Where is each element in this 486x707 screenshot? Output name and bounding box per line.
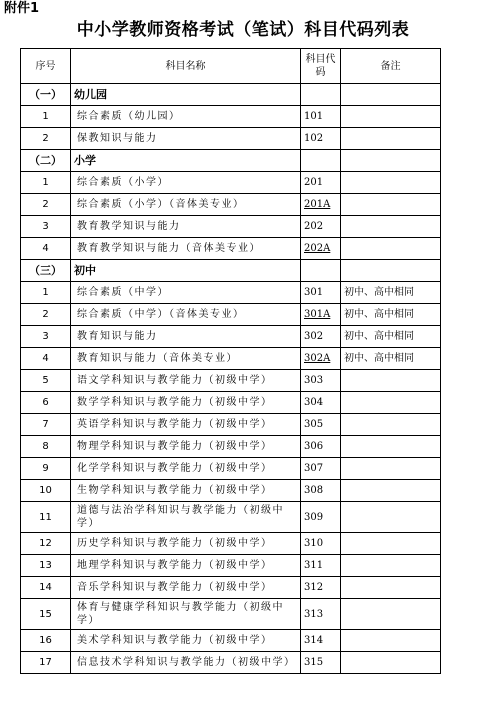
subject-note [341,436,441,458]
subject-code: 101 [301,106,341,128]
header-name: 科目名称 [71,49,301,84]
subject-name: 音乐学科知识与教学能力（初级中学） [71,577,301,599]
table-row [21,577,441,599]
row-number: 2 [21,304,71,326]
subject-code: 305 [301,414,341,436]
section-code-cell [301,150,341,172]
table-row [21,304,441,326]
row-number: 1 [21,106,71,128]
row-number: 16 [21,630,71,652]
subject-note [341,238,441,260]
subject-code: 311 [301,555,341,577]
subject-name: 生物学科知识与教学能力（初级中学） [71,480,301,502]
subject-code: 307 [301,458,341,480]
table-row [21,652,441,674]
subject-name: 保教知识与能力 [71,128,301,150]
subject-code: 304 [301,392,341,414]
table-body [21,84,441,674]
subject-code-table [20,48,441,674]
table-row [21,172,441,194]
table-row [21,326,441,348]
table-row [21,348,441,370]
subject-note [341,128,441,150]
row-number: 2 [21,194,71,216]
row-number: 17 [21,652,71,674]
subject-code: 201A [301,194,341,216]
subject-note [341,414,441,436]
section-code-cell [301,260,341,282]
section-row [21,260,441,282]
table-row [21,106,441,128]
subject-note [341,533,441,555]
row-number: 4 [21,348,71,370]
subject-code: 303 [301,370,341,392]
table-row [21,370,441,392]
row-number: 2 [21,128,71,150]
table-row [21,458,441,480]
table-row [21,414,441,436]
subject-note [341,502,441,533]
table-row [21,194,441,216]
row-number: 13 [21,555,71,577]
subject-code: 302A [301,348,341,370]
subject-code: 202A [301,238,341,260]
row-number: 4 [21,238,71,260]
subject-note [341,480,441,502]
subject-name: 综合素质（幼儿园） [71,106,301,128]
section-title: 小学 [71,150,301,172]
section-row [21,84,441,106]
subject-note: 初中、高中相同 [341,304,441,326]
subject-name: 历史学科知识与教学能力（初级中学） [71,533,301,555]
subject-name: 数学学科知识与教学能力（初级中学） [71,392,301,414]
table-header-row [21,49,441,84]
row-number: 7 [21,414,71,436]
row-number: 9 [21,458,71,480]
row-number: 1 [21,172,71,194]
row-number: 8 [21,436,71,458]
subject-name: 信息技术学科知识与教学能力（初级中学） [71,652,301,674]
subject-name: 道德与法治学科知识与教学能力（初级中学） [71,502,301,533]
subject-name: 化学学科知识与教学能力（初级中学） [71,458,301,480]
subject-name: 英语学科知识与教学能力（初级中学） [71,414,301,436]
attachment-label: 附件1 [4,1,40,16]
section-label: （一） [21,84,71,106]
subject-name: 综合素质（小学）（音体美专业） [71,194,301,216]
subject-name: 教育知识与能力 [71,326,301,348]
row-number: 3 [21,216,71,238]
subject-note [341,555,441,577]
section-note-cell [341,260,441,282]
subject-code: 201 [301,172,341,194]
subject-code: 301 [301,282,341,304]
section-row [21,150,441,172]
table-row [21,502,441,533]
header-code: 科目代码 [301,49,341,84]
subject-name: 教育知识与能力（音体美专业） [71,348,301,370]
row-number: 15 [21,599,71,630]
section-label: （二） [21,150,71,172]
subject-code: 309 [301,502,341,533]
table-row [21,630,441,652]
subject-code: 314 [301,630,341,652]
table-row [21,128,441,150]
table-row [21,238,441,260]
table-row [21,533,441,555]
table-row [21,599,441,630]
subject-name: 地理学科知识与教学能力（初级中学） [71,555,301,577]
subject-code: 315 [301,652,341,674]
subject-code: 310 [301,533,341,555]
section-label: （三） [21,260,71,282]
subject-note [341,194,441,216]
subject-note [341,577,441,599]
subject-code: 301A [301,304,341,326]
section-title: 幼儿园 [71,84,301,106]
subject-note [341,106,441,128]
subject-note [341,652,441,674]
subject-name: 综合素质（中学）（音体美专业） [71,304,301,326]
subject-note [341,172,441,194]
table-row [21,480,441,502]
subject-code: 308 [301,480,341,502]
subject-name: 综合素质（中学） [71,282,301,304]
subject-code: 102 [301,128,341,150]
row-number: 3 [21,326,71,348]
subject-code: 312 [301,577,341,599]
table-row [21,392,441,414]
header-note: 备注 [341,49,441,84]
subject-name: 教育教学知识与能力（音体美专业） [71,238,301,260]
row-number: 5 [21,370,71,392]
subject-name: 体育与健康学科知识与教学能力（初级中学） [71,599,301,630]
row-number: 1 [21,282,71,304]
subject-note [341,630,441,652]
row-number: 12 [21,533,71,555]
subject-note: 初中、高中相同 [341,348,441,370]
subject-note [341,599,441,630]
subject-code: 306 [301,436,341,458]
row-number: 10 [21,480,71,502]
table-row [21,555,441,577]
section-code-cell [301,84,341,106]
subject-name: 美术学科知识与教学能力（初级中学） [71,630,301,652]
subject-note [341,216,441,238]
subject-note [341,392,441,414]
row-number: 6 [21,392,71,414]
subject-name: 语文学科知识与教学能力（初级中学） [71,370,301,392]
section-note-cell [341,84,441,106]
subject-name: 教育教学知识与能力 [71,216,301,238]
subject-code: 202 [301,216,341,238]
table-row [21,216,441,238]
subject-note: 初中、高中相同 [341,282,441,304]
subject-note [341,458,441,480]
section-title: 初中 [71,260,301,282]
row-number: 14 [21,577,71,599]
subject-code: 302 [301,326,341,348]
subject-name: 综合素质（小学） [71,172,301,194]
table-row [21,282,441,304]
page-title: 中小学教师资格考试（笔试）科目代码列表 [76,20,410,40]
subject-note [341,370,441,392]
row-number: 11 [21,502,71,533]
subject-name: 物理学科知识与教学能力（初级中学） [71,436,301,458]
table-row [21,436,441,458]
subject-note: 初中、高中相同 [341,326,441,348]
subject-code: 313 [301,599,341,630]
section-note-cell [341,150,441,172]
header-no: 序号 [21,49,71,84]
